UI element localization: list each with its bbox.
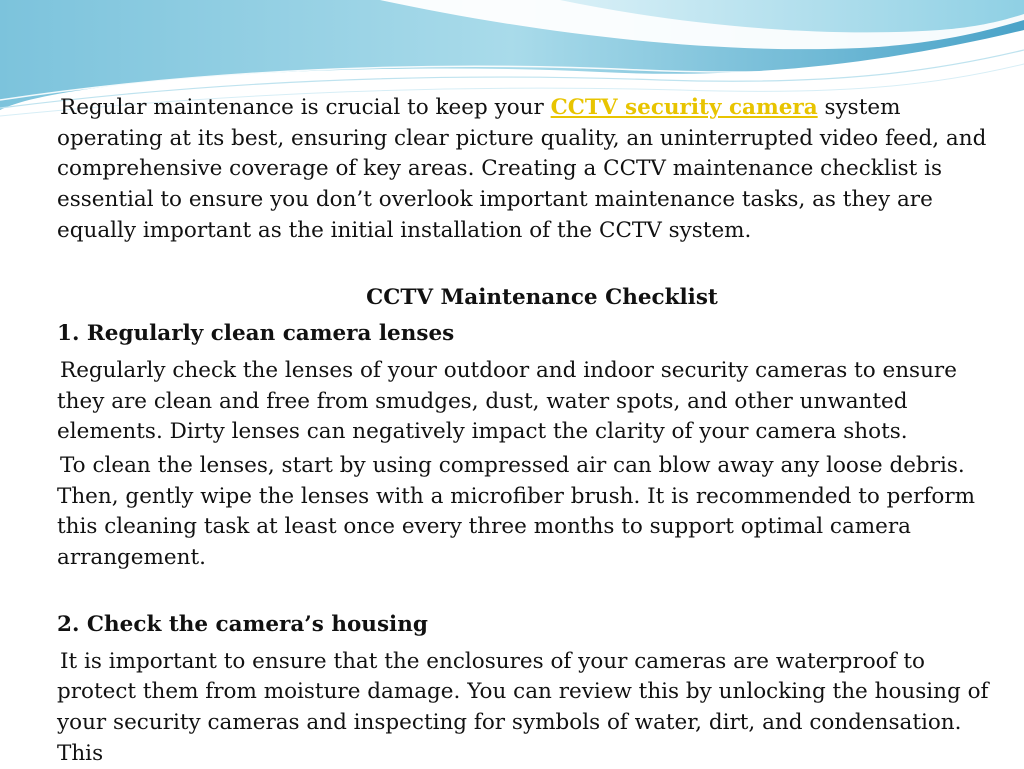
item-2-heading: 2. Check the camera’s housing	[57, 611, 428, 637]
section-title: CCTV Maintenance Checklist	[366, 284, 718, 310]
item-1-paragraph-1: Regularly check the lenses of your outdoor and indoor security cameras to ensure they are clean and free from smudges, dust, water spots, and other unwanted elements. Dirty lenses can negatively impact the clarity of your camera shots.	[57, 357, 957, 445]
intro-paragraph	[57, 93, 1007, 247]
intro-text-before-link: Regular maintenance is crucial to keep your	[60, 95, 551, 120]
item-1-heading: 1. Regularly clean camera lenses	[57, 321, 455, 347]
document-body	[57, 93, 1007, 769]
item-2-paragraph-1: It is important to ensure that the enclosures of your cameras are waterproof to protect them from moisture damage. You can review this by unlocking the housing of your security cameras and inspecting for symbols of water, dirt, and condensation. This	[57, 648, 989, 766]
intro-text-after-link: system operating at its best, ensuring clear picture quality, an uninterrupted video feed, and comprehensive coverage of key areas. Creating a CCTV maintenance checklist is essential to ensure you don’t overlook important maintenance tasks, as they are equally important as the initial installation of the CCTV system.	[57, 95, 987, 243]
cctv-security-camera-link[interactable]: CCTV security camera	[550, 95, 818, 120]
item-1-paragraph-2: To clean the lenses, start by using compressed air can blow away any loose debris. Then, gently wipe the lenses with a microfiber brush. It is recommended to perform this cleaning task at least once every three months to support optimal camera arrangement.	[57, 453, 976, 571]
